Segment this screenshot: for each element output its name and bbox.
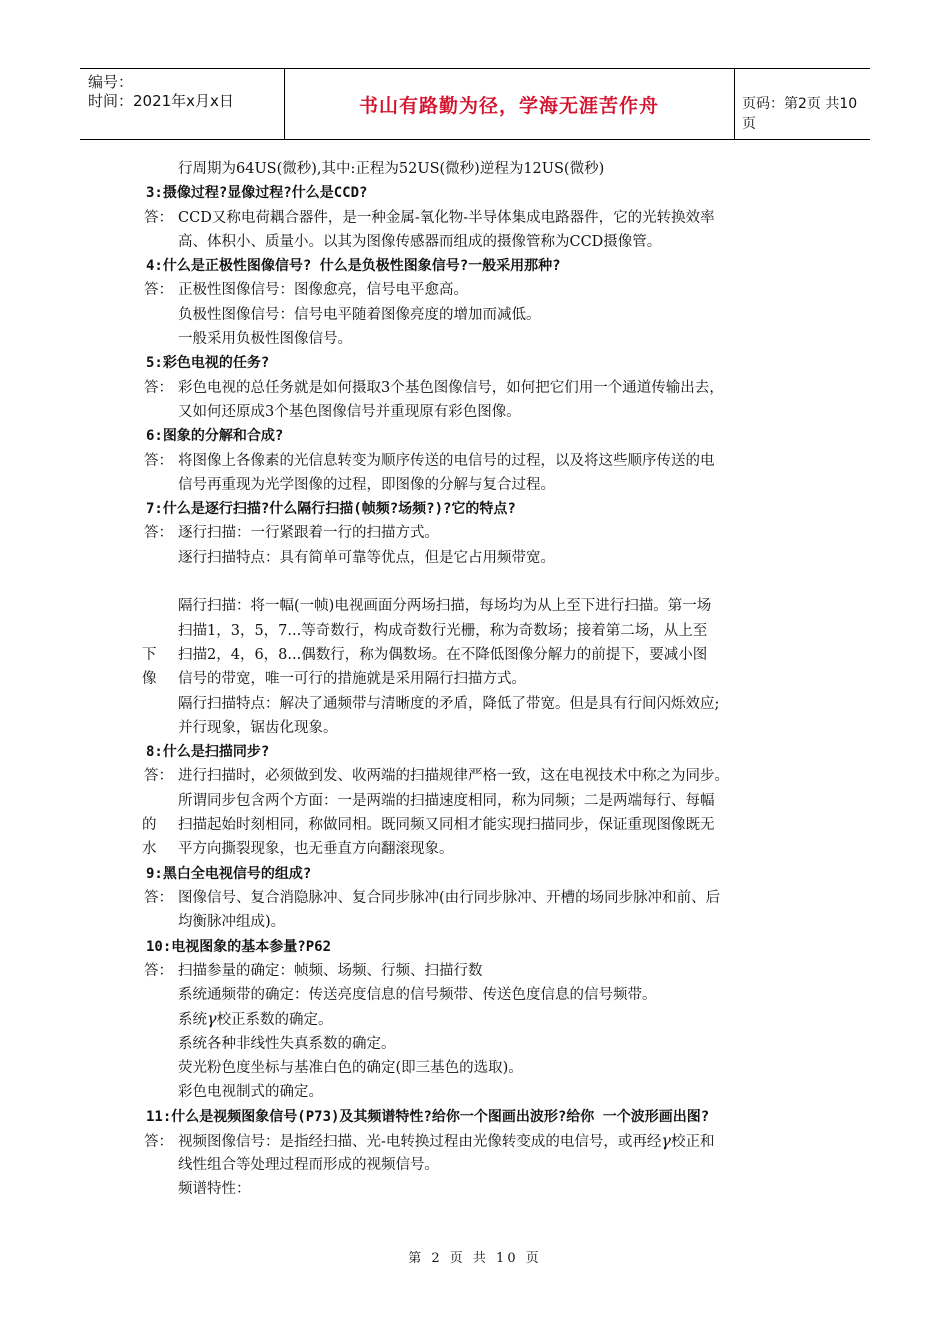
text-line xyxy=(144,837,834,861)
answer-text: CCD又称电荷耦合器件，是一种金属-氧化物-半导体集成电路器件，它的光转换效率 xyxy=(178,209,715,226)
text-line xyxy=(144,813,834,837)
answer-text: 校正和 xyxy=(670,1133,715,1150)
question-heading: 8:什么是扫描同步? xyxy=(146,744,270,761)
margin-character: 像 xyxy=(142,671,157,688)
text-line: 线性组合等处理过程而形成的视频信号。 xyxy=(178,1157,439,1174)
document-body xyxy=(144,157,834,1202)
question-heading: 4:什么是正极性图像信号? 什么是负极性图象信号?一般采用那种? xyxy=(146,258,561,275)
text-line: 隔行扫描特点：解决了通频带与清晰度的矛盾，降低了带宽。但是具有行间闪烁效应; xyxy=(178,695,720,712)
text-line: 所谓同步包含两个方面：一是两端的扫描速度相同，称为同频；二是两端每行、每幅 xyxy=(178,792,715,809)
text-line xyxy=(144,1007,834,1031)
answer-label: 答： xyxy=(144,1133,173,1150)
text-line: 行周期为64US(微秒),其中:正程为52US(微秒)逆程为12US(微秒) xyxy=(178,161,605,177)
text-line: 隔行扫描：将一幅(一帧)电视画面分两场扫描，每场均为从上至下进行扫描。第一场 xyxy=(178,598,712,615)
answer-line xyxy=(144,959,834,983)
text-line: 系统各种非线性失真系数的确定。 xyxy=(178,1035,396,1052)
text-line: 均衡脉冲组成)。 xyxy=(178,914,286,931)
line-text: 扫描起始时刻相同，称做同相。既同频又同相才能实现扫描同步，保证重现图像既无 xyxy=(178,817,715,834)
text-line: 频谱特性： xyxy=(178,1181,251,1198)
answer-label: 答： xyxy=(144,452,173,469)
question-heading: 5:彩色电视的任务? xyxy=(146,355,270,372)
margin-character: 下 xyxy=(142,646,157,663)
question-heading: 9:黑白全电视信号的组成? xyxy=(146,865,312,882)
text-line: 荧光粉色度坐标与基准白色的确定(即三基色的选取)。 xyxy=(178,1059,523,1076)
header-divider xyxy=(284,69,285,139)
answer-label: 答： xyxy=(144,889,173,906)
answer-label: 答： xyxy=(144,282,173,299)
question-heading: 3:摄像过程?显像过程?什么是CCD? xyxy=(146,185,368,202)
header-divider xyxy=(734,69,735,139)
line-text: 信号的带宽，唯一可行的措施就是采用隔行扫描方式。 xyxy=(178,671,526,688)
answer-text: 扫描参量的确定：帧频、场频、行频、扫描行数 xyxy=(178,962,483,979)
answer-text: 图像信号、复合消隐脉冲、复合同步脉冲(由行同步脉冲、开槽的场同步脉冲和前、后 xyxy=(178,889,721,906)
text-line: 一般采用负极性图像信号。 xyxy=(178,331,352,348)
answer-label: 答： xyxy=(144,768,173,785)
answer-line xyxy=(144,206,834,230)
answer-line xyxy=(144,376,834,400)
answer-label: 答： xyxy=(144,379,173,396)
answer-text: 正极性图像信号：图像愈亮，信号电平愈高。 xyxy=(178,282,468,299)
line-text: 系统 xyxy=(178,1012,207,1029)
document-code-label: 编号： xyxy=(88,73,134,91)
header-meta xyxy=(88,73,288,111)
text-line: 系统通频带的确定：传送亮度信息的信号频带、传送色度信息的信号频带。 xyxy=(178,987,657,1004)
header-motto: 书山有路勤为径，学海无涯苦作舟 xyxy=(358,94,659,117)
text-line: 负极性图像信号：信号电平随着图像亮度的增加而减低。 xyxy=(178,306,541,323)
line-text: 扫描2，4，6，8...偶数行，称为偶数场。在不降低图像分解力的前提下，要减小图 xyxy=(178,646,708,663)
page-header xyxy=(80,68,870,140)
margin-character: 水 xyxy=(142,841,157,858)
question-heading: 10:电视图象的基本参量?P62 xyxy=(146,938,332,955)
page-footer: 第 2 页 共 10 页 xyxy=(408,1251,542,1266)
margin-character: 的 xyxy=(142,817,157,834)
text-line: 又如何还原成3个基色图像信号并重现原有彩色图像。 xyxy=(178,403,521,420)
answer-line xyxy=(144,764,834,788)
answer-line xyxy=(144,449,834,473)
text-line: 扫描1，3，5，7...等奇数行，构成奇数行光栅，称为奇数场；接着第二场，从上至 xyxy=(178,622,708,639)
answer-text: 视频图像信号：是指经扫描、光-电转换过程由光像转变成的电信号，或再经 xyxy=(178,1133,662,1150)
question-heading: 11:什么是视频图象信号(P73)及其频谱特性?给你一个图画出波形?给你 一个波形画出图? xyxy=(146,1108,710,1125)
text-line: 逐行扫描特点：具有简单可靠等优点，但是它占用频带宽。 xyxy=(178,549,555,566)
answer-line xyxy=(144,278,834,302)
gamma-symbol: γ xyxy=(661,1130,671,1150)
question-heading: 7:什么是逐行扫描?什么隔行扫描(帧频?场频?)?它的特点? xyxy=(146,501,516,518)
answer-line xyxy=(144,521,834,545)
answer-label: 答： xyxy=(144,962,173,979)
answer-text: 彩色电视的总任务就是如何摄取3个基色图像信号，如何把它们用一个通道传输出去， xyxy=(178,379,724,396)
answer-label: 答： xyxy=(144,209,173,226)
line-text: 校正系数的确定。 xyxy=(216,1012,333,1029)
text-line xyxy=(144,667,834,691)
answer-line xyxy=(144,886,834,910)
gamma-symbol: γ xyxy=(207,1009,217,1029)
answer-line xyxy=(144,1129,834,1153)
blank-line xyxy=(144,570,834,594)
answer-text: 逐行扫描：一行紧跟着一行的扫描方式。 xyxy=(178,525,439,542)
text-line: 并行现象，锯齿化现象。 xyxy=(178,719,338,736)
answer-label: 答： xyxy=(144,525,173,542)
answer-text: 进行扫描时，必须做到发、收两端的扫描规律严格一致，这在电视技术中称之为同步。 xyxy=(178,768,729,785)
text-line: 信号再重现为光学图像的过程，即图像的分解与复合过程。 xyxy=(178,476,555,493)
text-line: 彩色电视制式的确定。 xyxy=(178,1084,323,1101)
question-heading: 6:图象的分解和合成? xyxy=(146,428,284,445)
header-page-number: 页码：第2页 共10页 xyxy=(742,96,858,132)
text-line xyxy=(144,643,834,667)
line-text: 平方向撕裂现象，也无垂直方向翻滚现象。 xyxy=(178,841,454,858)
text-line: 高、体积小、质量小。以其为图像传感器而组成的摄像管称为CCD摄像管。 xyxy=(178,233,662,250)
answer-text: 将图像上各像素的光信息转变为顺序传送的电信号的过程，以及将这些顺序传送的电 xyxy=(178,452,715,469)
document-date: 时间：2021年x月x日 xyxy=(88,92,234,110)
